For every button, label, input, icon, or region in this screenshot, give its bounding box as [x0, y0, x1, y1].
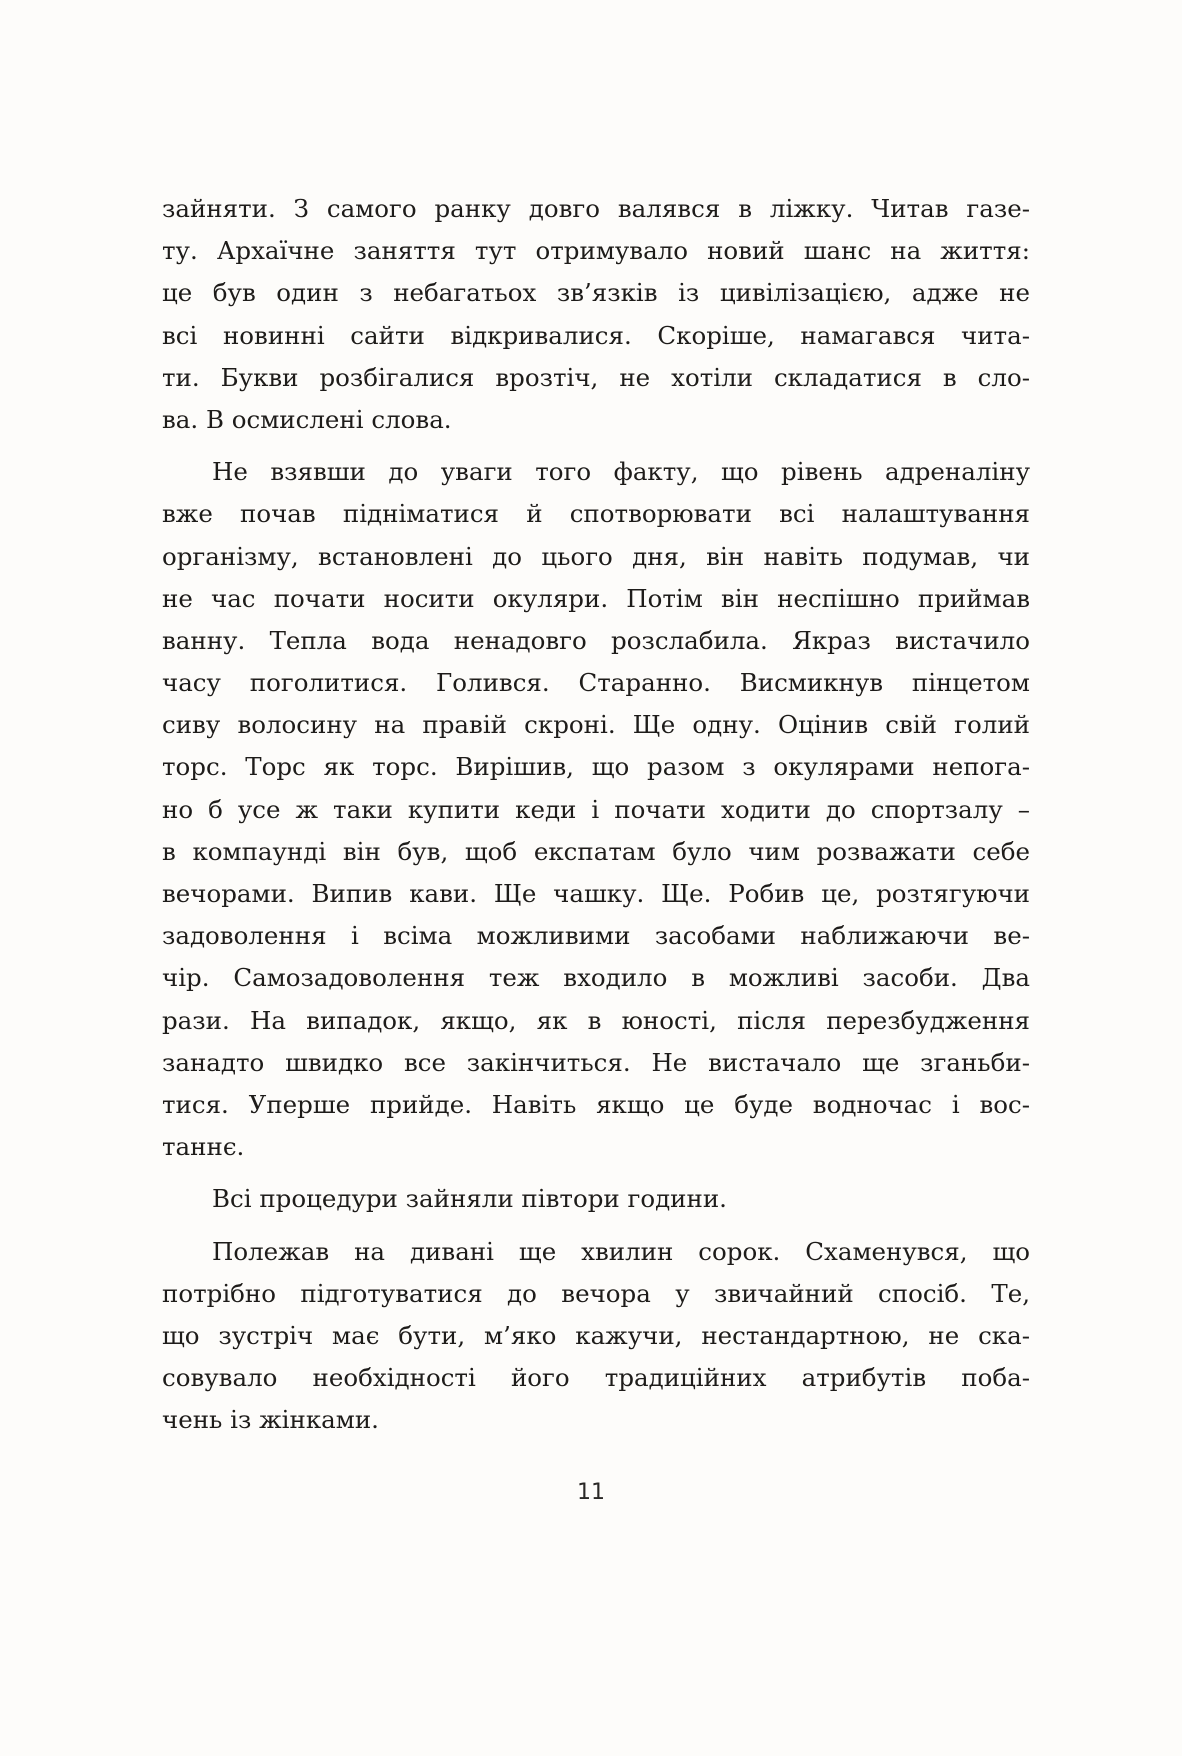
text-line: ва. В осмислені слова.	[162, 404, 452, 434]
text-line: це був один з небагатьох зв’язків із цивілізацією, адже не	[162, 278, 1030, 308]
text-line: Не взявши до уваги того факту, що рівень адреналіну	[212, 457, 1030, 487]
text-line: ти. Букви розбігалися врозтіч, не хотіли складатися в сло-	[162, 362, 1030, 392]
text-line: потрібно підготуватися до вечора у звичайний спосіб. Те,	[162, 1278, 1030, 1308]
text-line: що зустріч має бути, м’яко кажучи, нестандартною, не ска-	[162, 1320, 1030, 1350]
text-line: не час почати носити окуляри. Потім він неспішно приймав	[162, 583, 1030, 613]
text-line: но б усе ж таки купити кеди і почати ходити до спортзалу –	[162, 794, 1030, 824]
text-line: організму, встановлені до цього дня, він навіть подумав, чи	[162, 541, 1030, 571]
text-line: рази. На випадок, якщо, як в юності, після перезбудження	[162, 1005, 1030, 1035]
paragraph-gap	[162, 441, 1030, 451]
text-line: чень із жінками.	[162, 1405, 379, 1435]
paragraph	[162, 1178, 1030, 1220]
paragraph	[162, 188, 1030, 441]
text-line: торс. Торс як торс. Вирішив, що разом з окулярами непога-	[162, 752, 1030, 782]
text-line: сиву волосину на правій скроні. Ще одну. Оцінив свій голий	[162, 710, 1030, 740]
text-line: чір. Самозадоволення теж входило в можливі засоби. Два	[162, 963, 1030, 993]
text-line: всі новинні сайти відкривалися. Скоріше, намагався чита-	[162, 320, 1030, 350]
text-line: ту. Архаїчне заняття тут отримувало новий шанс на життя:	[162, 236, 1030, 266]
text-line: в компаунді він був, щоб експатам було чим розважати себе	[162, 836, 1030, 866]
text-line: часу поголитися. Голився. Старанно. Висмикнув пінцетом	[162, 668, 1030, 698]
text-line: тися. Уперше прийде. Навіть якщо це буде водночас і вос-	[162, 1089, 1030, 1119]
text-line: таннє.	[162, 1132, 245, 1162]
text-line: Всі процедури зайняли півтори години.	[212, 1184, 727, 1214]
body-text	[162, 188, 1030, 1441]
text-line: занадто швидко все закінчиться. Не вистачало ще зганьби-	[162, 1047, 1030, 1077]
paragraph	[162, 1231, 1030, 1442]
text-line: вже почав підніматися й спотворювати всі налаштування	[162, 499, 1030, 529]
paragraph-gap	[162, 1221, 1030, 1231]
text-line: вечорами. Випив кави. Ще чашку. Ще. Робив це, розтягуючи	[162, 879, 1030, 908]
text-line: ванну. Тепла вода ненадовго розслабила. Якраз вистачило	[162, 625, 1030, 655]
text-line: зайняти. З самого ранку довго валявся в ліжку. Читав газе-	[162, 194, 1030, 223]
page-number: 11	[577, 1480, 605, 1505]
text-line: Полежав на дивані ще хвилин сорок. Схаменувся, що	[212, 1236, 1030, 1266]
text-line: совувало необхідності його традиційних атрибутів поба-	[162, 1363, 1030, 1393]
text-line: задоволення і всіма можливими засобами наближаючи ве-	[162, 921, 1030, 951]
paragraph	[162, 451, 1030, 1168]
paragraph-gap	[162, 1168, 1030, 1178]
